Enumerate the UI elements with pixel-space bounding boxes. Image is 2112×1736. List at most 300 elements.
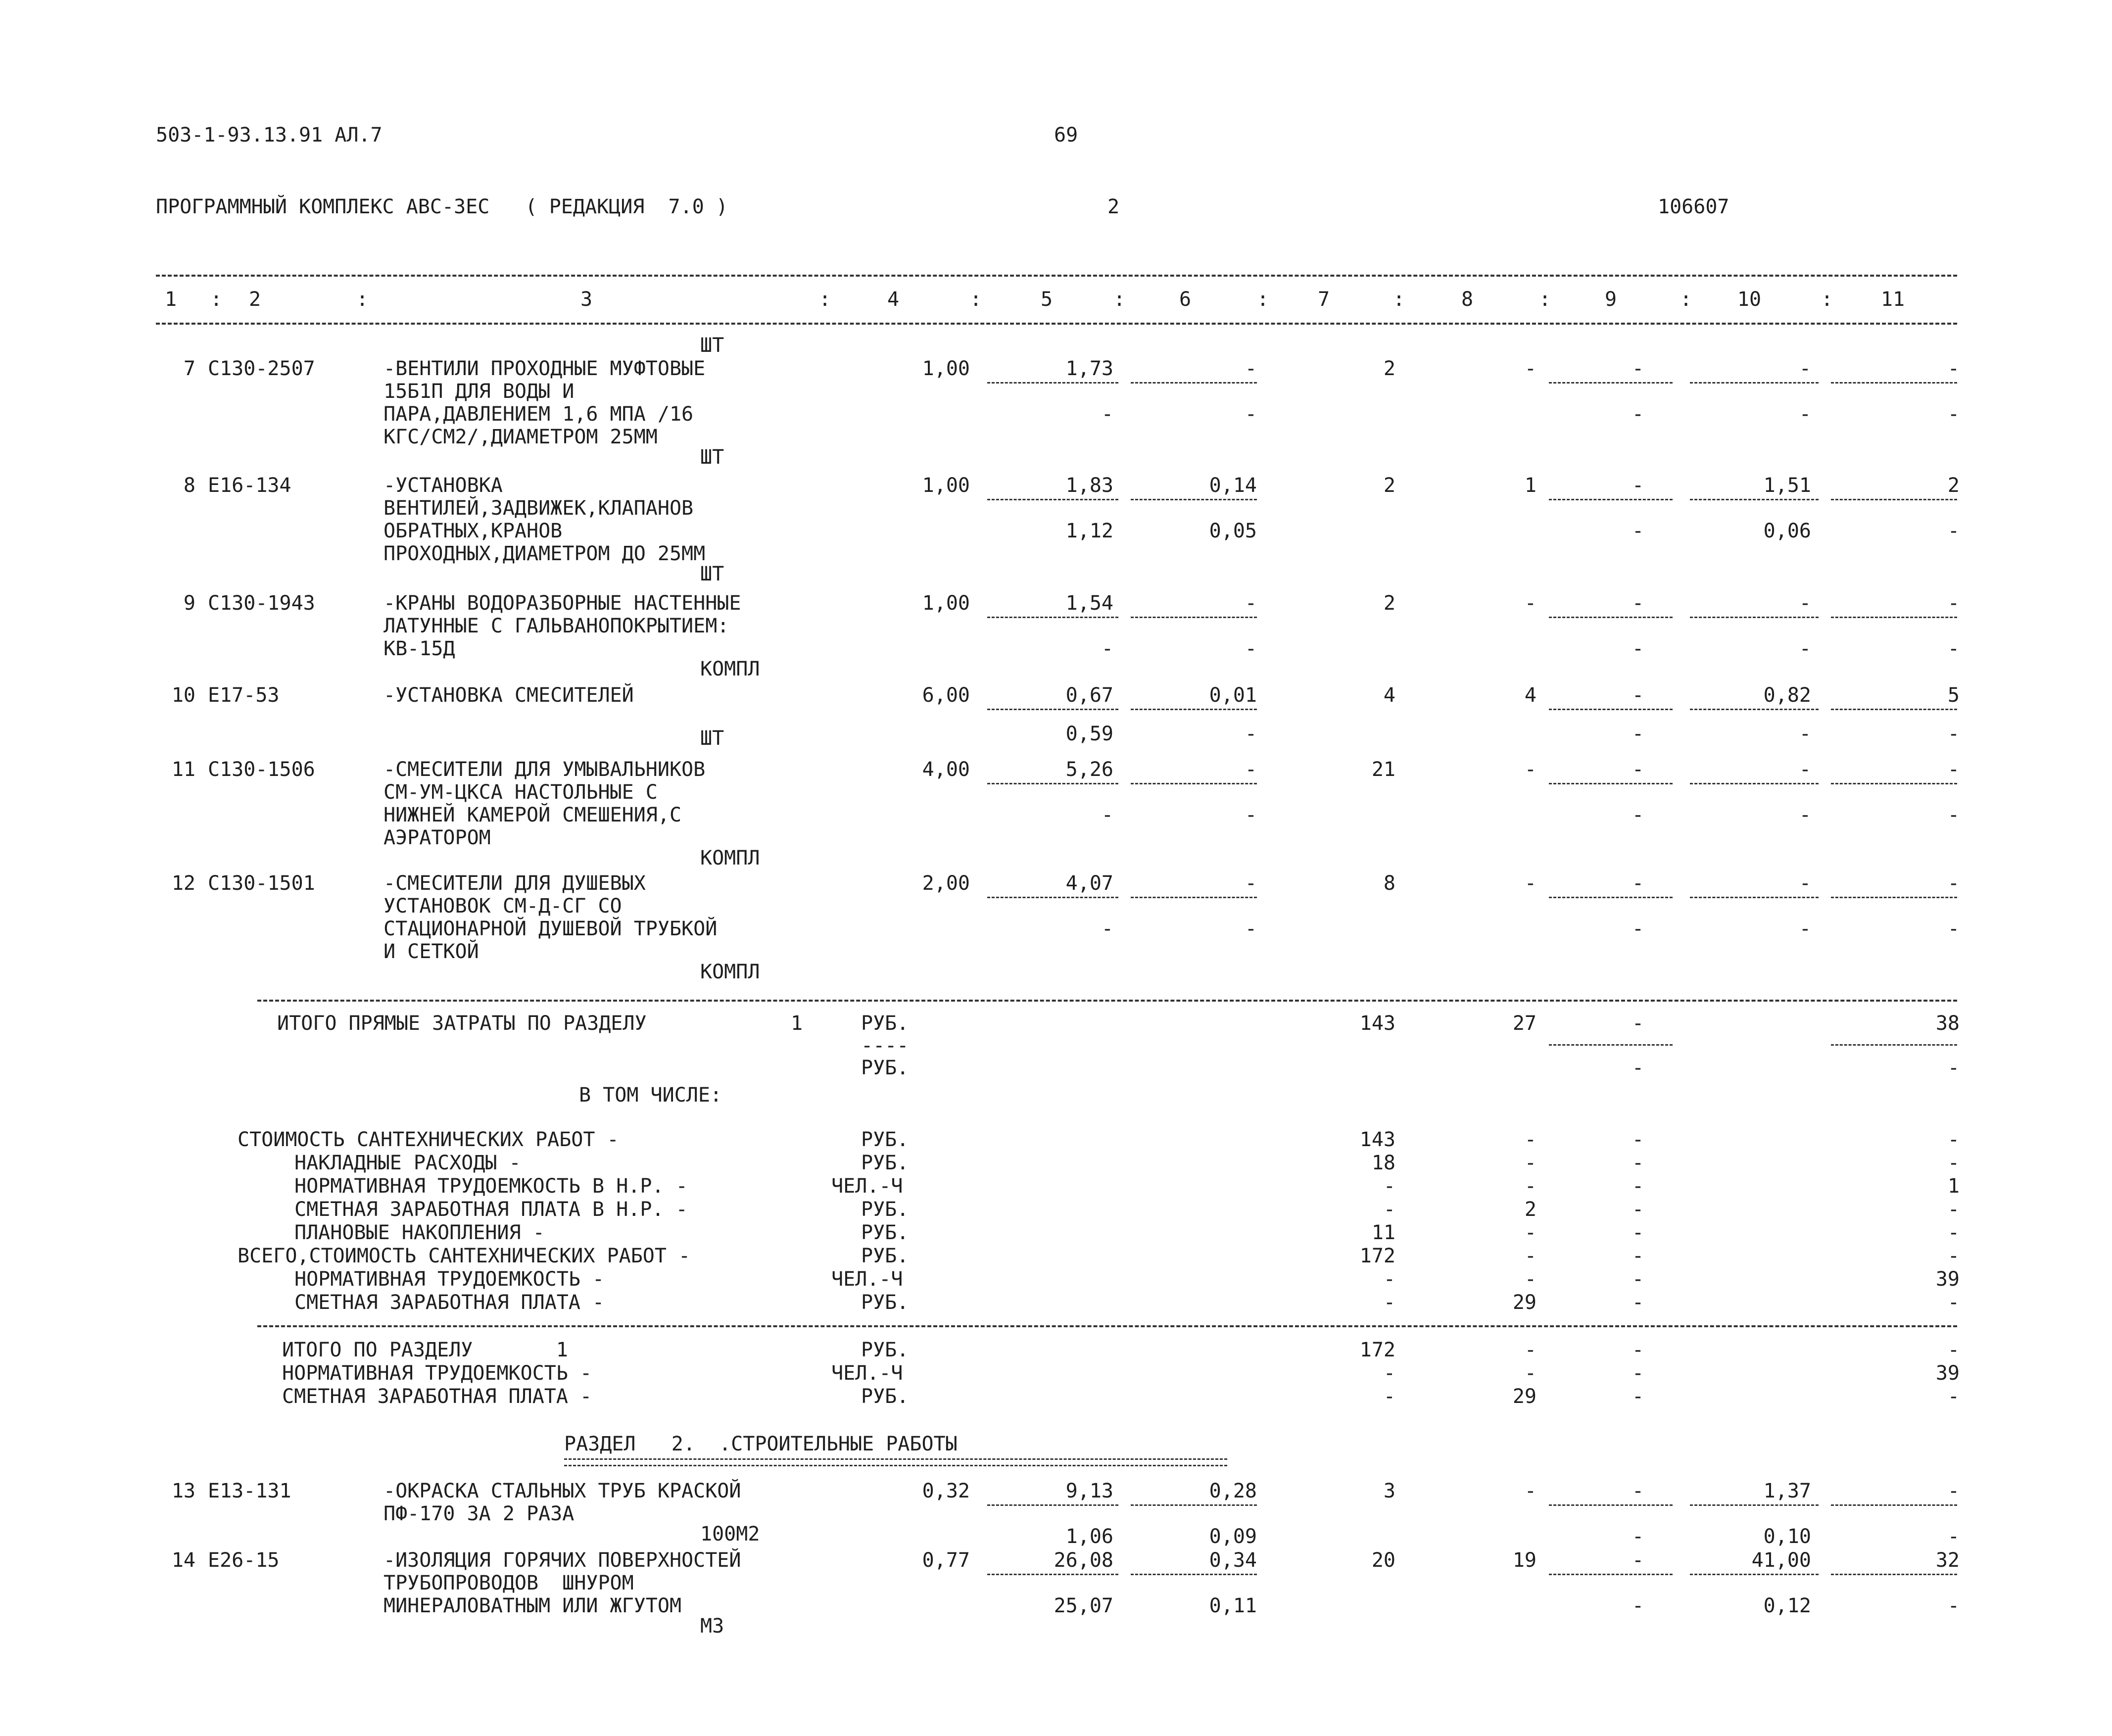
summary-label: ИТОГО ПО РАЗДЕЛУ 1 — [282, 1339, 568, 1361]
item-c5-rule — [987, 783, 1118, 784]
item-c5-rule — [987, 1574, 1118, 1575]
summary-c9: - — [1632, 1268, 1644, 1291]
item-description-line: МИНЕРАЛОВАТНЫМ ИЛИ ЖГУТОМ — [384, 1594, 682, 1617]
item-c10-rule — [1690, 617, 1819, 618]
item-c5: 1,73 — [1065, 357, 1113, 380]
summary-c8: - — [1524, 1152, 1536, 1174]
program-title: ПРОГРАММНЫЙ КОМПЛЕКС АВС-3ЕС ( РЕДАКЦИЯ 7.0 ) — [156, 195, 728, 218]
item-c6-bottom: - — [1245, 403, 1257, 426]
item-c9-bottom: - — [1632, 917, 1644, 940]
summary-c8: - — [1524, 1128, 1536, 1151]
header-top-rule — [156, 275, 1957, 277]
item-c7: 2 — [1383, 474, 1395, 497]
column-header-10: 10 — [1737, 288, 1762, 311]
summary-c9: - — [1632, 1175, 1644, 1198]
summary-label: СМЕТНАЯ ЗАРАБОТНАЯ ПЛАТА В Н.Р. - — [294, 1198, 688, 1221]
item-c10: 1,37 — [1763, 1480, 1811, 1502]
summary-c11: - — [1947, 1221, 1960, 1244]
item-c5-bottom: 1,12 — [1065, 520, 1113, 542]
item-c11-bottom: - — [1947, 723, 1960, 745]
direct-costs-c9-rule — [1549, 1044, 1673, 1046]
item-number: 12 — [171, 872, 195, 895]
item-c11: - — [1947, 592, 1960, 615]
item-description-line: -СМЕСИТЕЛИ ДЛЯ УМЫВАЛЬНИКОВ — [384, 758, 706, 781]
item-c10-rule — [1690, 709, 1819, 710]
item-quantity: 0,32 — [922, 1480, 970, 1502]
summary-unit: РУБ. — [861, 1152, 909, 1174]
item-description-line: СТАЦИОНАРНОЙ ДУШЕВОЙ ТРУБКОЙ — [384, 917, 718, 940]
column-header-5: 5 — [1040, 288, 1053, 311]
item-c6-bottom: - — [1245, 917, 1257, 940]
section-1-divider — [257, 1000, 1957, 1002]
item-number: 9 — [183, 592, 195, 615]
summary-c9: - — [1632, 1385, 1644, 1408]
item-c11: 5 — [1947, 684, 1960, 707]
item-c6-rule — [1131, 783, 1257, 784]
column-header-7: 7 — [1317, 288, 1330, 311]
item-c6-rule — [1131, 499, 1257, 500]
item-c6-bottom: 0,11 — [1209, 1594, 1257, 1617]
item-c11: 32 — [1935, 1549, 1960, 1572]
item-c11-bottom: - — [1947, 804, 1960, 826]
item-code: Е13-131 — [208, 1480, 291, 1502]
item-quantity: 1,00 — [922, 592, 970, 615]
item-description-line: -ИЗОЛЯЦИЯ ГОРЯЧИХ ПОВЕРХНОСТЕЙ — [384, 1549, 741, 1572]
header-bottom-rule — [156, 323, 1957, 325]
item-c11-bottom: - — [1947, 1525, 1960, 1548]
section-2-title: РАЗДЕЛ 2. .СТРОИТЕЛЬНЫЕ РАБОТЫ — [564, 1433, 958, 1455]
item-c5-bottom: - — [1101, 403, 1113, 426]
item-c9-rule — [1549, 617, 1673, 618]
column-header-4: 4 — [887, 288, 900, 311]
summary-label: НОРМАТИВНАЯ ТРУДОЕМКОСТЬ - — [282, 1362, 592, 1385]
column-separator: : — [210, 288, 223, 311]
item-c6-bottom: 0,09 — [1209, 1525, 1257, 1548]
item-c10-bottom: 0,12 — [1763, 1594, 1811, 1617]
item-description-line: НИЖНЕЙ КАМЕРОЙ СМЕШЕНИЯ,С — [384, 804, 682, 826]
item-c8: - — [1524, 357, 1536, 380]
item-description-line: -УСТАНОВКА СМЕСИТЕЛЕЙ — [384, 684, 634, 707]
item-c6-rule — [1131, 382, 1257, 384]
direct-costs-label: ИТОГО ПРЯМЫЕ ЗАТРАТЫ ПО РАЗДЕЛУ — [277, 1012, 647, 1035]
summary-c7: 172 — [1359, 1245, 1395, 1267]
item-code: Е17-53 — [208, 684, 280, 707]
summary-label: ВСЕГО,СТОИМОСТЬ САНТЕХНИЧЕСКИХ РАБОТ - — [238, 1245, 691, 1267]
item-c5-bottom: - — [1101, 917, 1113, 940]
summary-unit: РУБ. — [861, 1221, 909, 1244]
summary-c7: - — [1383, 1385, 1395, 1408]
summary-c11: - — [1947, 1198, 1960, 1221]
summary-c9: - — [1632, 1152, 1644, 1174]
summary-label: НАКЛАДНЫЕ РАСХОДЫ - — [294, 1152, 521, 1174]
item-c6-rule — [1131, 897, 1257, 898]
item-description-line: -СМЕСИТЕЛИ ДЛЯ ДУШЕВЫХ — [384, 872, 646, 895]
summary-c8: - — [1524, 1245, 1536, 1267]
item-c9-rule — [1549, 499, 1673, 500]
item-c5-bottom: 25,07 — [1054, 1594, 1113, 1617]
summary-label: НОРМАТИВНАЯ ТРУДОЕМКОСТЬ В Н.Р. - — [294, 1175, 688, 1198]
item-c10-rule — [1690, 897, 1819, 898]
column-separator: : — [970, 288, 982, 311]
summary-c7: - — [1383, 1362, 1395, 1385]
item-c5: 5,26 — [1065, 758, 1113, 781]
summary-unit: РУБ. — [861, 1128, 909, 1151]
item-number: 8 — [183, 474, 195, 497]
page-number: 69 — [1054, 124, 1078, 146]
including-label: В ТОМ ЧИСЛЕ: — [579, 1084, 722, 1107]
item-c6-bottom: - — [1245, 804, 1257, 826]
item-c6: - — [1245, 872, 1257, 895]
item-c11-bottom: - — [1947, 917, 1960, 940]
item-description-line: -ОКРАСКА СТАЛЬНЫХ ТРУБ КРАСКОЙ — [384, 1480, 741, 1502]
item-c5-rule — [987, 897, 1118, 898]
item-c11-rule — [1831, 1574, 1957, 1575]
item-c6: 0,28 — [1209, 1480, 1257, 1502]
item-c9: - — [1632, 684, 1644, 707]
summary-c8: - — [1524, 1268, 1536, 1291]
summary-label: СМЕТНАЯ ЗАРАБОТНАЯ ПЛАТА - — [282, 1385, 592, 1408]
item-c11-bottom: - — [1947, 520, 1960, 542]
direct-costs-section: 1 — [791, 1012, 803, 1035]
item-quantity: 2,00 — [922, 872, 970, 895]
item-c9-bottom: - — [1632, 520, 1644, 542]
item-unit: ШТ — [700, 446, 724, 469]
item-description-line: -КРАНЫ ВОДОРАЗБОРНЫЕ НАСТЕННЫЕ — [384, 592, 741, 615]
column-separator: : — [356, 288, 369, 311]
item-c10-rule — [1690, 1504, 1819, 1506]
item-c10: - — [1799, 758, 1811, 781]
summary-unit: ЧЕЛ.-Ч — [831, 1175, 903, 1198]
summary-c9: - — [1632, 1339, 1644, 1361]
sheet-number: 2 — [1107, 195, 1120, 218]
item-number: 7 — [183, 357, 195, 380]
item-c8: 4 — [1524, 684, 1536, 707]
item-c11-bottom: - — [1947, 403, 1960, 426]
item-c7: 21 — [1371, 758, 1395, 781]
item-c11: - — [1947, 758, 1960, 781]
summary-c11: - — [1947, 1128, 1960, 1151]
summary-c8: - — [1524, 1221, 1536, 1244]
summary-c11: - — [1947, 1385, 1960, 1408]
item-unit: КОМПЛ — [700, 847, 760, 869]
item-c7: 20 — [1371, 1549, 1395, 1572]
item-c6-rule — [1131, 1574, 1257, 1575]
summary-c11: 1 — [1947, 1175, 1960, 1198]
column-header-9: 9 — [1604, 288, 1617, 311]
summary-c8: - — [1524, 1339, 1536, 1361]
item-c8: 19 — [1512, 1549, 1536, 1572]
item-c10: 41,00 — [1751, 1549, 1811, 1572]
column-separator: : — [1393, 288, 1405, 311]
summary-c9: - — [1632, 1245, 1644, 1267]
summary-c9: - — [1632, 1362, 1644, 1385]
summary-c9: - — [1632, 1198, 1644, 1221]
item-unit-top: ШТ — [700, 334, 724, 357]
summary-c8: 29 — [1512, 1291, 1536, 1314]
summary-c9: - — [1632, 1291, 1644, 1314]
column-header-1: 1 — [164, 288, 177, 311]
summary-c7: 172 — [1359, 1339, 1395, 1361]
item-c7: 2 — [1383, 592, 1395, 615]
item-c5-rule — [987, 499, 1118, 500]
summary-c11: - — [1947, 1291, 1960, 1314]
item-c5: 9,13 — [1065, 1480, 1113, 1502]
item-c5: 0,67 — [1065, 684, 1113, 707]
item-code: Е26-15 — [208, 1549, 280, 1572]
item-c6: - — [1245, 758, 1257, 781]
item-c5-rule — [987, 1504, 1118, 1506]
item-c10-bottom: 0,10 — [1763, 1525, 1811, 1548]
item-description-line: КВ-15Д — [384, 637, 455, 660]
summary-unit: РУБ. — [861, 1245, 909, 1267]
summary-label: СМЕТНАЯ ЗАРАБОТНАЯ ПЛАТА - — [294, 1291, 605, 1314]
summary-c7: 18 — [1371, 1152, 1395, 1174]
item-c10-rule — [1690, 382, 1819, 384]
item-code: С130-1943 — [208, 592, 315, 615]
item-c5-rule — [987, 382, 1118, 384]
section-2-double-rule — [564, 1458, 1227, 1466]
item-c5: 4,07 — [1065, 872, 1113, 895]
summary-c8: - — [1524, 1362, 1536, 1385]
direct-costs-c11b: - — [1947, 1057, 1960, 1079]
item-quantity: 1,00 — [922, 474, 970, 497]
item-code: Е16-134 — [208, 474, 291, 497]
item-c8: 1 — [1524, 474, 1536, 497]
summary-label: СТОИМОСТЬ САНТЕХНИЧЕСКИХ РАБОТ - — [238, 1128, 619, 1151]
item-c9: - — [1632, 474, 1644, 497]
item-c9: - — [1632, 758, 1644, 781]
item-c11-rule — [1831, 382, 1957, 384]
item-c11-rule — [1831, 617, 1957, 618]
item-c9-bottom: - — [1632, 637, 1644, 660]
item-c6: - — [1245, 357, 1257, 380]
item-description-line: -ВЕНТИЛИ ПРОХОДНЫЕ МУФТОВЫЕ — [384, 357, 706, 380]
item-c11-bottom: - — [1947, 637, 1960, 660]
item-c9: - — [1632, 1549, 1644, 1572]
column-header-2: 2 — [248, 288, 261, 311]
direct-costs-c8: 27 — [1512, 1012, 1536, 1035]
summary-c7: - — [1383, 1175, 1395, 1198]
item-c5-bottom: - — [1101, 804, 1113, 826]
item-c5-bottom: 0,59 — [1065, 723, 1113, 745]
column-separator: : — [1539, 288, 1551, 311]
column-header-3: 3 — [580, 288, 593, 311]
item-c6-bottom: - — [1245, 637, 1257, 660]
item-c9-rule — [1549, 783, 1673, 784]
item-quantity: 6,00 — [922, 684, 970, 707]
summary-c7: - — [1383, 1291, 1395, 1314]
column-separator: : — [1257, 288, 1269, 311]
item-unit: М3 — [700, 1615, 724, 1638]
item-c10-rule — [1690, 783, 1819, 784]
item-c8: - — [1524, 592, 1536, 615]
item-description-line: ЛАТУННЫЕ С ГАЛЬВАНОПОКРЫТИЕМ: — [384, 615, 729, 637]
summary-c9: - — [1632, 1128, 1644, 1151]
item-c9-rule — [1549, 897, 1673, 898]
summary-c7: - — [1383, 1198, 1395, 1221]
item-c7: 4 — [1383, 684, 1395, 707]
document-id: 106607 — [1658, 195, 1729, 218]
item-number: 14 — [171, 1549, 195, 1572]
item-c6-bottom: - — [1245, 723, 1257, 745]
direct-costs-c7: 143 — [1359, 1012, 1395, 1035]
item-description-line: ПРОХОДНЫХ,ДИАМЕТРОМ ДО 25ММ — [384, 542, 706, 565]
item-description-line: ТРУБОПРОВОДОВ ШНУРОМ — [384, 1572, 634, 1594]
document-code: 503-1-93.13.91 АЛ.7 — [156, 124, 383, 146]
summary-c7: 143 — [1359, 1128, 1395, 1151]
item-c9-rule — [1549, 1504, 1673, 1506]
item-c11: 2 — [1947, 474, 1960, 497]
summary-c11: 39 — [1935, 1362, 1960, 1385]
item-c5: 1,83 — [1065, 474, 1113, 497]
column-header-6: 6 — [1179, 288, 1192, 311]
item-c8: - — [1524, 758, 1536, 781]
item-description-line: АЭРАТОРОМ — [384, 826, 491, 849]
item-c10-rule — [1690, 499, 1819, 500]
item-unit: КОМПЛ — [700, 961, 760, 983]
summary-unit: ЧЕЛ.-Ч — [831, 1268, 903, 1291]
item-c9: - — [1632, 1480, 1644, 1502]
item-description-line: ПАРА,ДАВЛЕНИЕМ 1,6 МПА /16 — [384, 403, 694, 426]
item-c9-rule — [1549, 709, 1673, 710]
item-quantity: 0,77 — [922, 1549, 970, 1572]
column-header-8: 8 — [1461, 288, 1474, 311]
item-c11: - — [1947, 872, 1960, 895]
item-c5-bottom: 1,06 — [1065, 1525, 1113, 1548]
summary-c8: 29 — [1512, 1385, 1536, 1408]
summary-c11: - — [1947, 1339, 1960, 1361]
summary-c8: - — [1524, 1175, 1536, 1198]
item-c7: 2 — [1383, 357, 1395, 380]
item-unit: КОМПЛ — [700, 658, 760, 680]
item-c5-bottom: - — [1101, 637, 1113, 660]
item-description-line: КГС/СМ2/,ДИАМЕТРОМ 25ММ — [384, 426, 658, 448]
item-c9-bottom: - — [1632, 804, 1644, 826]
column-separator: : — [1821, 288, 1833, 311]
item-c9-bottom: - — [1632, 1525, 1644, 1548]
item-c6-rule — [1131, 709, 1257, 710]
item-c10: 1,51 — [1763, 474, 1811, 497]
item-c10-bottom: - — [1799, 804, 1811, 826]
item-number: 11 — [171, 758, 195, 781]
item-code: С130-2507 — [208, 357, 315, 380]
item-c7: 8 — [1383, 872, 1395, 895]
summary-c7: - — [1383, 1268, 1395, 1291]
column-separator: : — [1113, 288, 1126, 311]
item-c10-rule — [1690, 1574, 1819, 1575]
item-c10-bottom: - — [1799, 637, 1811, 660]
summary-unit: РУБ. — [861, 1385, 909, 1408]
summary-unit: РУБ. — [861, 1339, 909, 1361]
item-c11-bottom: - — [1947, 1594, 1960, 1617]
item-c9-rule — [1549, 1574, 1673, 1575]
item-c9-bottom: - — [1632, 1594, 1644, 1617]
item-c5: 1,54 — [1065, 592, 1113, 615]
summary-label: ПЛАНОВЫЕ НАКОПЛЕНИЯ - — [294, 1221, 545, 1244]
item-c6: 0,34 — [1209, 1549, 1257, 1572]
item-quantity: 4,00 — [922, 758, 970, 781]
item-c8: - — [1524, 1480, 1536, 1502]
item-c10: - — [1799, 357, 1811, 380]
item-code: С130-1501 — [208, 872, 315, 895]
item-c10: - — [1799, 592, 1811, 615]
item-c11-rule — [1831, 783, 1957, 784]
direct-costs-unit-2: РУБ. — [861, 1057, 909, 1079]
item-c11: - — [1947, 357, 1960, 380]
item-code: С130-1506 — [208, 758, 315, 781]
direct-costs-c9: - — [1632, 1012, 1644, 1035]
column-separator: : — [819, 288, 831, 311]
item-unit: ШТ — [700, 727, 724, 750]
item-c6: 0,14 — [1209, 474, 1257, 497]
summary-unit: ЧЕЛ.-Ч — [831, 1362, 903, 1385]
item-c6: - — [1245, 592, 1257, 615]
summary-c11: 39 — [1935, 1268, 1960, 1291]
item-c9: - — [1632, 357, 1644, 380]
direct-costs-dashes: ---- — [861, 1034, 909, 1057]
item-description-line: И СЕТКОЙ — [384, 940, 479, 963]
item-description-line: СМ-УМ-ЦКСА НАСТОЛЬНЫЕ С — [384, 781, 658, 804]
item-c9-bottom: - — [1632, 723, 1644, 745]
item-c10-bottom: 0,06 — [1763, 520, 1811, 542]
item-unit: 100М2 — [700, 1523, 760, 1545]
item-description-line: 15Б1П ДЛЯ ВОДЫ И — [384, 380, 575, 403]
item-c11-rule — [1831, 1504, 1957, 1506]
direct-costs-c11-rule — [1831, 1044, 1957, 1046]
item-c10-bottom: - — [1799, 917, 1811, 940]
item-unit: ШТ — [700, 563, 724, 585]
item-quantity: 1,00 — [922, 357, 970, 380]
item-description-line: ОБРАТНЫХ,КРАНОВ — [384, 520, 563, 542]
item-number: 10 — [171, 684, 195, 707]
item-description-line: ПФ-170 ЗА 2 РАЗА — [384, 1502, 575, 1525]
item-c10-bottom: - — [1799, 723, 1811, 745]
item-c6-rule — [1131, 617, 1257, 618]
item-description-line: -УСТАНОВКА — [384, 474, 503, 497]
summary-unit: РУБ. — [861, 1291, 909, 1314]
summary-c11: - — [1947, 1245, 1960, 1267]
item-c9-bottom: - — [1632, 403, 1644, 426]
item-description-line: ВЕНТИЛЕЙ,ЗАДВИЖЕК,КЛАПАНОВ — [384, 497, 694, 520]
direct-costs-unit: РУБ. — [861, 1012, 909, 1035]
summary-c9: - — [1632, 1221, 1644, 1244]
item-c5: 26,08 — [1054, 1549, 1113, 1572]
item-c9: - — [1632, 872, 1644, 895]
item-c11-rule — [1831, 897, 1957, 898]
summary-unit: РУБ. — [861, 1198, 909, 1221]
summary-c7: 11 — [1371, 1221, 1395, 1244]
summary-c11: - — [1947, 1152, 1960, 1174]
item-number: 13 — [171, 1480, 195, 1502]
item-c6: 0,01 — [1209, 684, 1257, 707]
item-c9-rule — [1549, 382, 1673, 384]
item-c10: - — [1799, 872, 1811, 895]
item-c5-rule — [987, 709, 1118, 710]
item-c10: 0,82 — [1763, 684, 1811, 707]
direct-costs-c9b: - — [1632, 1057, 1644, 1079]
column-header-11: 11 — [1880, 288, 1905, 311]
item-c6-rule — [1131, 1504, 1257, 1506]
breakdown-divider — [257, 1325, 1957, 1327]
item-c11: - — [1947, 1480, 1960, 1502]
item-c8: - — [1524, 872, 1536, 895]
item-c9: - — [1632, 592, 1644, 615]
item-c5-rule — [987, 617, 1118, 618]
column-separator: : — [1680, 288, 1692, 311]
item-description-line: УСТАНОВОК СМ-Д-СГ СО — [384, 895, 622, 917]
summary-c8: 2 — [1524, 1198, 1536, 1221]
direct-costs-c11: 38 — [1935, 1012, 1960, 1035]
